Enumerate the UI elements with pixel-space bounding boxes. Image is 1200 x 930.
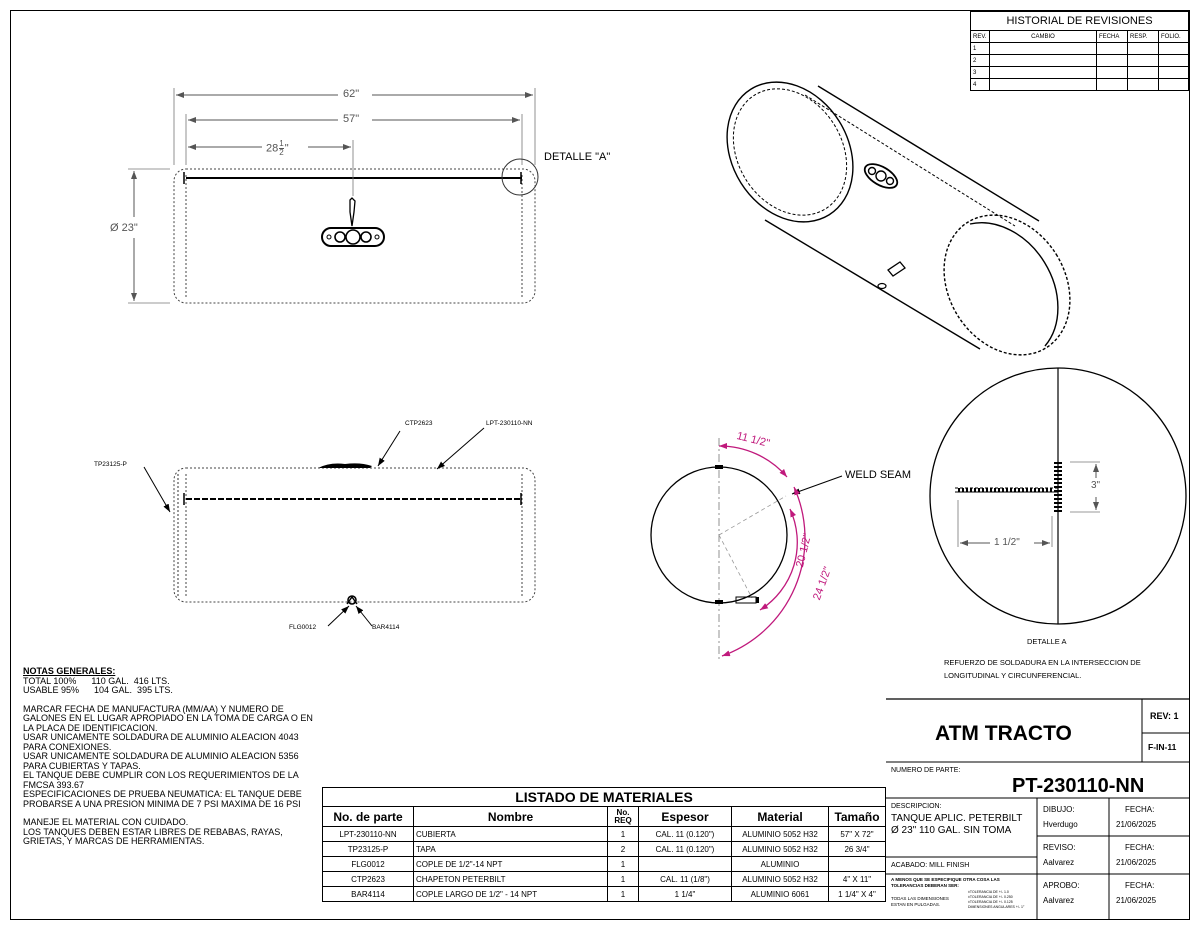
bom-cell-thickness: CAL. 11 (1/8") [639,872,732,887]
bom-row [323,887,886,902]
callout-bar4114: BAR4114 [372,624,400,631]
tolerance-note-6: DIMENSIONES ANGULARES +/- 1° [968,905,1025,909]
finish-label: ACABADO: MILL FINISH [891,862,970,869]
part-number-label: NUMERO DE PARTE: [891,767,961,774]
dim-half-length-unit: " [284,142,289,155]
bom-cell-part: TP23125-P [323,842,414,857]
date-value-1: 21/06/2025 [1116,820,1157,829]
revision-row [971,67,1189,79]
bom-cell-name: CUBIERTA [414,827,608,842]
isometric-view [702,59,1096,379]
tolerance-note-3: ±TOLERANCIA DE +/- 1.0 [968,890,1009,894]
description-label: DESCRIPCION: [891,803,942,810]
tolerance-note-1: TODAS LAS DIMENSIONES [891,896,949,901]
bom-row [323,872,886,887]
description-line-2: Ø 23" 110 GAL. SIN TOMA [891,825,1012,836]
notes-paragraph: MARCAR FECHA DE MANUFACTURA (MM/AA) Y NUMERO DE GALONES EN EL LUGAR APROPIADO EN LA TOMA DE CARGA O EN LA PLACA DE IDENTIFICACION. [23,703,313,733]
dim-half-length [266,140,289,157]
drawn-by-label: DIBUJO: [1043,805,1075,814]
dim-arc-outer: 24 1/2" [811,565,835,602]
bom-header-size: Tamaño [829,807,886,827]
bom-cell-req: 1 [608,887,639,902]
notes-capacity-usable: USABLE 95% 104 GAL. 395 LTS. [23,685,173,695]
form-code: F-IN-11 [1148,742,1177,752]
bom-row [323,842,886,857]
bom-cell-name: COPLE DE 1/2"-14 NPT [414,857,608,872]
reviewed-by-label: REVISO: [1043,843,1076,852]
coupling-iso [878,262,905,289]
bom-cell-size: 4" X 11" [829,872,886,887]
weld-seam-label: WELD SEAM [845,469,912,481]
bom-cell-size: 57" X 72" [829,827,886,842]
bottom-view [144,428,535,626]
detail-a-callout: DETALLE "A" [544,151,611,163]
bom-title: LISTADO DE MATERIALES [323,788,886,807]
bom-cell-size: 1 1/4" X 4" [829,887,886,902]
bill-of-materials-table [322,787,886,902]
drawn-by-name: Hverdugo [1043,820,1078,829]
notes-capacity-total: TOTAL 100% 110 GAL. 416 LTS. [23,675,170,686]
revision-number: 2 [971,55,990,67]
front-view [128,88,538,303]
bom-cell-thickness [639,857,732,872]
bom-cell-material: ALUMINIO 5052 H32 [732,827,829,842]
revision-number: 1 [971,43,990,55]
rev-header-cambio: CAMBIO [990,31,1097,43]
bom-cell-req: 2 [608,842,639,857]
revision-row [971,55,1189,67]
revision-history-title: HISTORIAL DE REVISIONES [971,12,1189,31]
bom-cell-thickness: CAL. 11 (0.120") [639,827,732,842]
bom-cell-part: FLG0012 [323,857,414,872]
dim-half-length-numerator: 1 [279,139,284,148]
tolerance-note-2: ESTAN EN PULGADAS. [891,902,941,907]
bom-cell-part: CTP2623 [323,872,414,887]
bom-cell-req: 1 [608,872,639,887]
approved-by-name: Aalvarez [1043,896,1075,905]
bom-cell-name: CHAPETON PETERBILT [414,872,608,887]
bom-cell-part: BAR4114 [323,887,414,902]
callout-ctp2623: CTP2623 [405,420,433,427]
description-line-1: TANQUE APLIC. PETERBILT [891,813,1023,824]
date-label-2: FECHA: [1125,843,1155,852]
revision-number: 4 [971,79,990,91]
notes-paragraph: USAR UNICAMENTE SOLDADURA DE ALUMINIO ALEACION 4043 PARA CONEXIONES. [23,732,299,752]
dim-overall-length: 62" [343,88,360,100]
bom-cell-req: 1 [608,827,639,842]
notes-paragraph: USAR UNICAMENTE SOLDADURA DE ALUMINIO ALEACION 5356 PARA CUBIERTAS Y TAPAS. [23,751,299,771]
dim-inner-length: 57" [343,113,360,125]
date-value-3: 21/06/2025 [1116,896,1157,905]
callout-tp23125: TP23125-P [94,461,127,468]
section-view [651,438,842,660]
tolerance-heading-2: TOLERANCIAS DEBERAN SER: [891,883,959,888]
rev-header-resp: RESP. [1128,31,1159,43]
bom-cell-size: 26 3/4" [829,842,886,857]
bom-header-material: Material [732,807,829,827]
revision-label: REV: 1 [1150,711,1179,721]
revision-number: 3 [971,67,990,79]
tolerance-heading-1: A MENOS QUE SE ESPECIFIQUE OTRA COSA LAS [891,877,1000,882]
detail-a-view [930,368,1186,624]
tolerance-note-5: ±TOLERANCIA DE +/- 0.125 [968,900,1013,904]
notes-paragraph: LOS TANQUES DEBEN ESTAR LIBRES DE REBABAS, RAYAS, GRIETAS, Y MARCAS DE HERRAMIENTAS. [23,826,283,846]
bom-cell-name: COPLE LARGO DE 1/2" - 14 NPT [414,887,608,902]
dim-arc-top: 11 1/2" [735,430,771,450]
detail-a-title: DETALLE A [1027,637,1067,646]
bom-cell-size [829,857,886,872]
notes-paragraph: MANEJE EL MATERIAL CON CUIDADO. [23,817,189,827]
company-name: ATM TRACTO [935,722,1072,745]
dim-arc-mid: 20 1/2" [794,532,815,569]
rev-header-folio: FOLIO. [1159,31,1189,43]
notes-heading: NOTAS GENERALES: [23,666,116,676]
flange-front [322,198,384,246]
bom-header-part: No. de parte [323,807,414,827]
bom-cell-name: TAPA [414,842,608,857]
dim-diameter: Ø 23" [110,222,138,234]
dim-weld-height: 3" [1091,480,1101,491]
tolerance-note-4: ±TOLERANCIA DE +/- 0.250 [968,895,1013,899]
bom-header-name: Nombre [414,807,608,827]
notes-paragraph: ESPECIFICACIONES DE PRUEBA NEUMATICA: EL TANQUE DEBE PROBARSE A UNA PRESION MINIMA DE 7 PSI MAXIMA DE 16 PSI [23,789,302,809]
bom-cell-material: ALUMINIO 5052 H32 [732,842,829,857]
revision-row [971,79,1189,91]
bom-cell-part: LPT-230110-NN [323,827,414,842]
approved-by-label: APROBO: [1043,881,1080,890]
dim-weld-width: 1 1/2" [994,537,1020,548]
detail-a-note-2: LONGITUDINAL Y CIRCUNFERENCIAL. [944,671,1082,680]
dim-half-length-whole: 28 [266,142,279,155]
reviewed-by-name: Aalvarez [1043,858,1075,867]
date-label-3: FECHA: [1125,881,1155,890]
revision-history-table [970,11,1189,91]
bom-cell-material: ALUMINIO 5052 H32 [732,872,829,887]
date-value-2: 21/06/2025 [1116,858,1157,867]
general-notes [23,667,323,847]
callout-lpt: LPT-230110-NN [486,420,533,427]
date-label-1: FECHA: [1125,805,1155,814]
notes-paragraph: EL TANQUE DEBE CUMPLIR CON LOS REQUERIMIENTOS DE LA FMCSA 393.67 [23,770,299,790]
dim-half-length-denominator: 2 [279,148,284,157]
bom-row [323,827,886,842]
bom-cell-material: ALUMINIO 6061 [732,887,829,902]
callout-flg0012: FLG0012 [289,624,317,631]
rev-header-fecha: FECHA [1097,31,1128,43]
detail-a-note-1: REFUERZO DE SOLDADURA EN LA INTERSECCION DE [944,658,1141,667]
bom-cell-thickness: 1 1/4" [639,887,732,902]
revision-row [971,43,1189,55]
bom-header-thickness: Espesor [639,807,732,827]
flange-iso [861,159,901,193]
bom-cell-req: 1 [608,857,639,872]
dim-half-length-fraction [279,140,283,157]
bom-row [323,857,886,872]
part-number: PT-230110-NN [1012,775,1145,797]
bom-cell-thickness: CAL. 11 (0.120") [639,842,732,857]
bom-header-req: No. REQ [608,807,639,827]
bom-cell-material: ALUMINIO [732,857,829,872]
rev-header-rev: REV. [971,31,990,43]
